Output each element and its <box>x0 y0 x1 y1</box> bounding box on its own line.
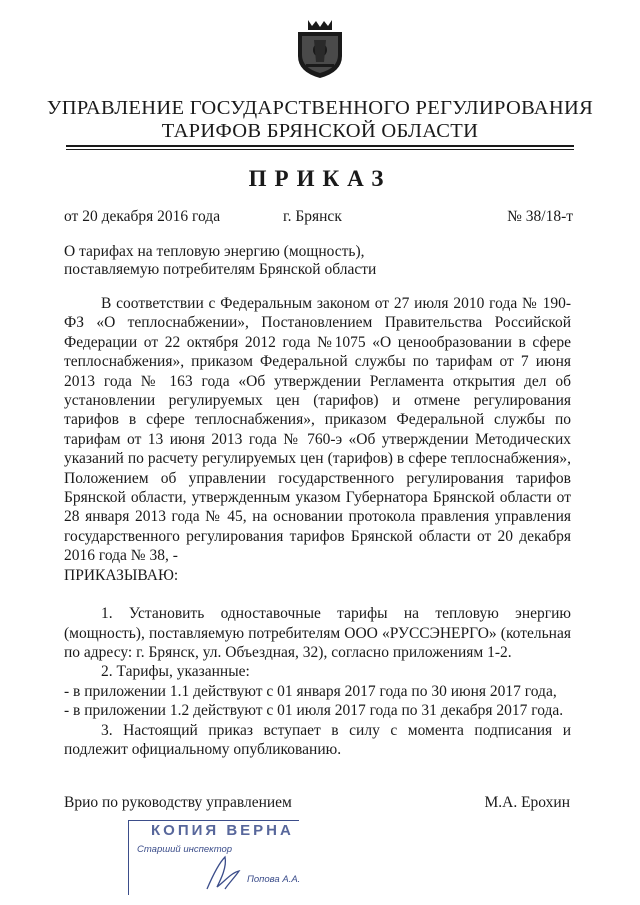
item-2: 2. Тарифы, указанные: <box>101 663 250 681</box>
stamp-line3: Попова А.А. <box>247 874 301 885</box>
order-word: ПРИКАЗЫВАЮ: <box>64 566 179 584</box>
item-2a: - в приложении 1.1 действуют с 01 января 2017 года по 30 июня 2017 года, <box>64 682 557 700</box>
subject-line2: поставляемую потребителям Брянской области <box>64 261 377 278</box>
copy-certified-stamp <box>128 820 299 895</box>
header-rule-thin <box>66 149 574 150</box>
handwritten-signature-icon <box>199 853 249 893</box>
item-2b: - в приложении 1.2 действуют с 01 июля 2017 года по 31 декабря 2017 года. <box>64 702 564 720</box>
document-city: г. Брянск <box>283 208 342 225</box>
stamp-line2: Старший инспектор <box>137 844 233 855</box>
document-date: от 20 декабря 2016 года <box>64 208 221 225</box>
document-body <box>64 294 571 759</box>
coat-of-arms-icon <box>294 18 346 80</box>
organization-name-line2: ТАРИФОВ БРЯНСКОЙ ОБЛАСТИ <box>161 120 479 142</box>
stamp-line1: КОПИЯ ВЕРНА <box>151 822 294 839</box>
subject-line1: О тарифах на тепловую энергию (мощность), <box>64 243 365 260</box>
item-3: 3. Настоящий приказ вступает в силу с момента подписания и подлежит официальному опубликованию. <box>64 721 571 758</box>
item-1: 1. Установить одноставочные тарифы на тепловую энергию (мощность), поставляемую потребителям ООО «РУССЭНЕРГО» (котельная по адресу: г. Брянск, ул. Объездная, 32), согласно приложениям 1-2. <box>64 605 571 661</box>
preamble-paragraph: В соответствии с Федеральным законом от 27 июля 2010 года № 190-ФЗ «О теплоснабжении», Постановлением Правительства Российской Федерации от 22 октября 2012 года №1075 «О ценообразовании в сфере теплоснабжения», приказом Федеральной службы по тарифам от 7 июня 2013 года № 163 года «Об утверждении Регламента открытия дел об установлении регулируемых цен (тарифов) и отмене регулирования тарифов в сфере теплоснабжения», приказом Федеральной службы по тарифам от 13 июня 2013 года № 760-э «Об утверждении Методических указаний по расчету регулируемых цен (тарифов) в сфере теплоснабжения», Положением об управлении государственного регулирования тарифов Брянской области, утвержденным указом Губернатора Брянской области от 28 января 2013 года № 45, на основании протокола правления управления государственного регулирования тарифов Брянской области от 20 декабря 2016 года № 38, - <box>64 295 571 565</box>
signer-name: М.А. Ерохин <box>484 794 570 811</box>
document-number: № 38/18-т <box>507 208 573 225</box>
organization-name-line1: УПРАВЛЕНИЕ ГОСУДАРСТВЕННОГО РЕГУЛИРОВАНИЯ <box>46 97 594 119</box>
document-subject <box>64 243 376 279</box>
signer-position: Врио по руководству управлением <box>64 794 292 811</box>
header-rule-thick <box>66 145 574 147</box>
document-title: ПРИКАЗ <box>248 166 392 191</box>
